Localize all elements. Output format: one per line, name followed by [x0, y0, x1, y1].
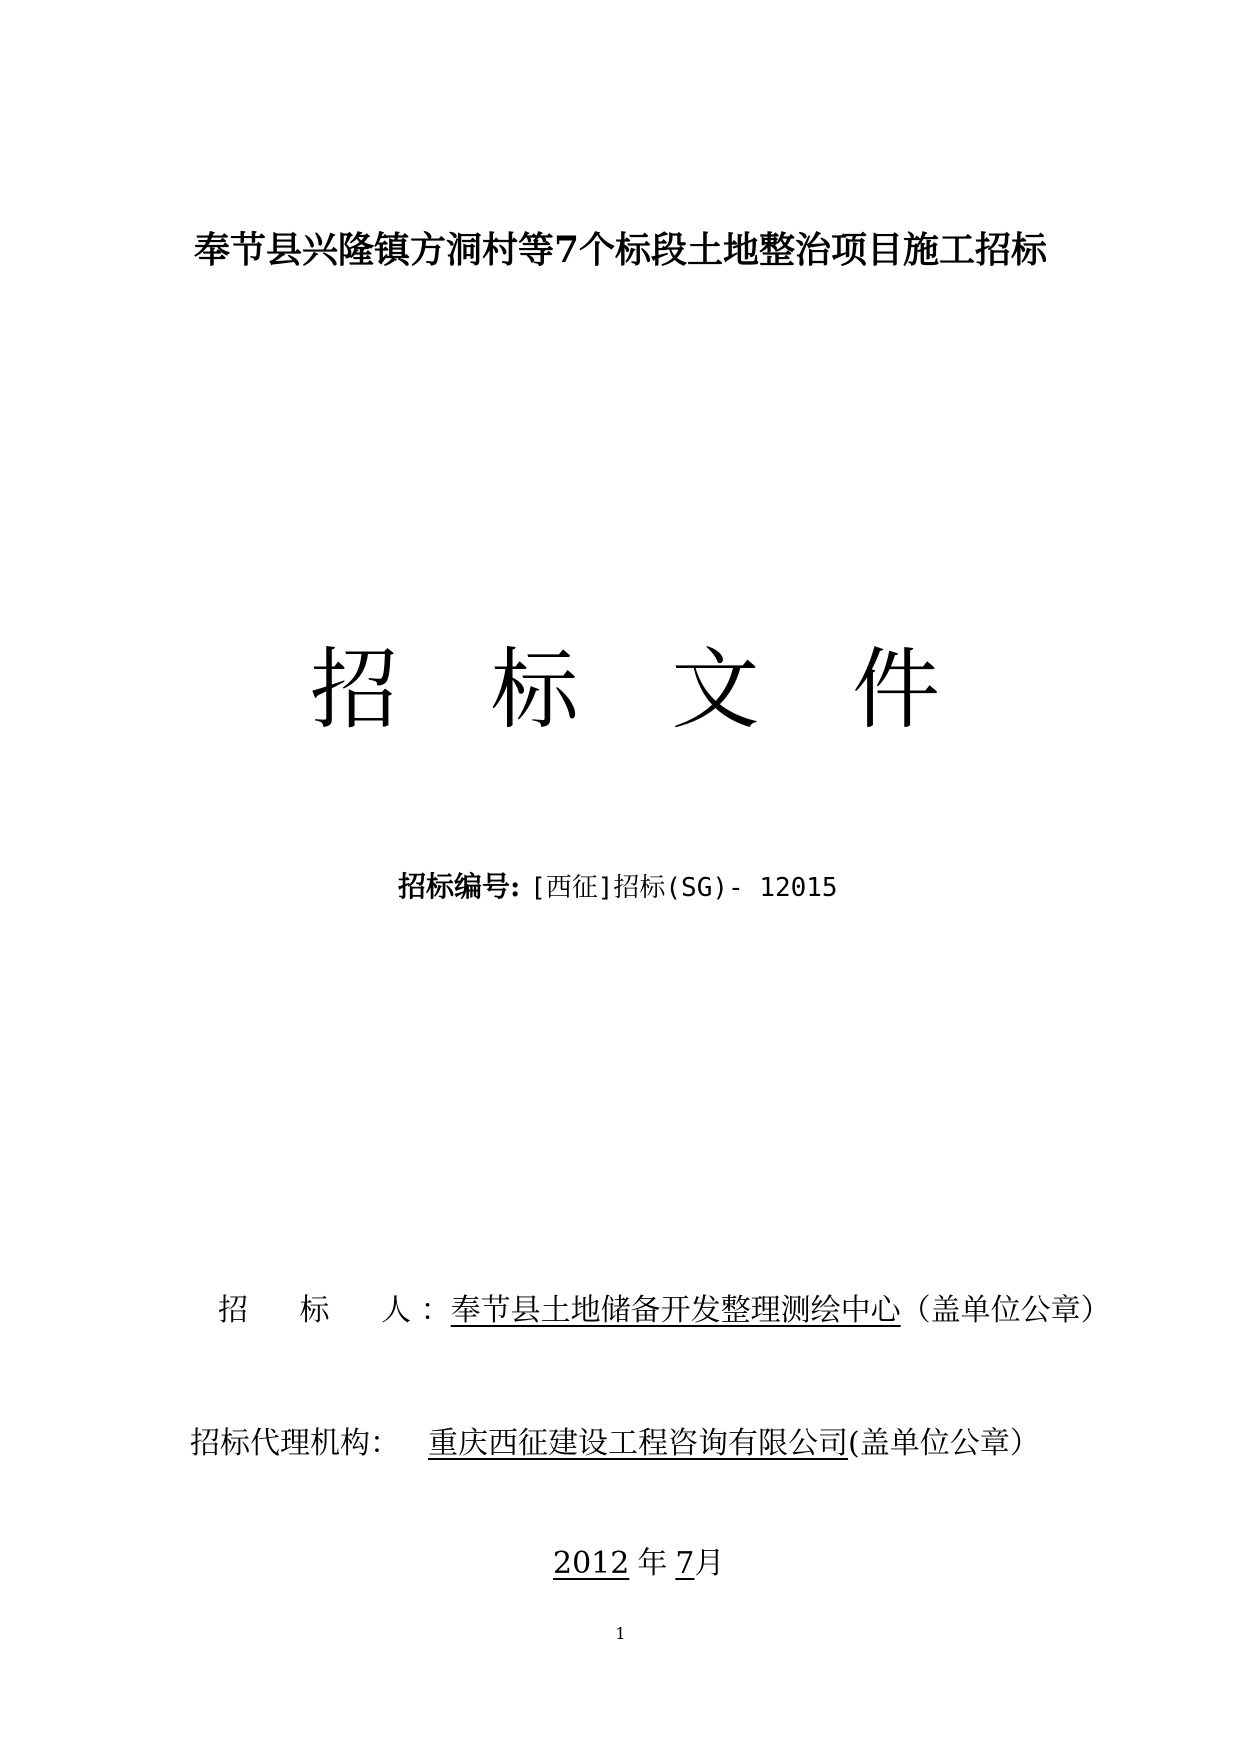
agent-label: 招标代理机构： — [190, 1426, 400, 1461]
document-title — [310, 640, 940, 740]
document-title-char: 标 — [490, 638, 579, 741]
date-month-unit: 月 — [694, 1546, 725, 1581]
tender-number-value: [西征]招标(SG)- 12015 — [530, 873, 838, 903]
tenderer-name: 奉节县土地储备开发整理测绘中心 — [450, 1293, 901, 1328]
tenderer-colon: ： — [420, 1293, 451, 1328]
project-title: 奉节县兴隆镇方洞村等7个标段土地整治项目施工招标 — [193, 229, 1048, 271]
agent-row — [190, 1418, 1040, 1462]
tender-number — [398, 865, 838, 905]
agent-seal-note: (盖单位公章） — [848, 1426, 1040, 1461]
document-title-char: 文 — [671, 638, 760, 741]
page-number: 1 — [615, 1624, 626, 1643]
date-month: 7 — [675, 1546, 695, 1581]
tender-number-label: 招标编号: — [398, 870, 521, 903]
tenderer-seal-note: （盖单位公章） — [900, 1293, 1111, 1328]
date-year: 2012 — [553, 1546, 630, 1581]
tenderer-label-char: 招 — [218, 1293, 248, 1328]
agent-name: 重庆西征建设工程咨询有限公司 — [428, 1426, 848, 1461]
tenderer-row — [218, 1285, 1111, 1329]
issue-date — [553, 1538, 724, 1582]
document-title-char: 招 — [310, 638, 399, 741]
date-year-unit: 年 — [637, 1546, 668, 1581]
document-title-char: 件 — [851, 638, 940, 741]
tenderer-label-char: 人 — [381, 1293, 412, 1328]
tenderer-label-char: 标 — [299, 1293, 330, 1328]
tenderer-label — [218, 1293, 421, 1328]
